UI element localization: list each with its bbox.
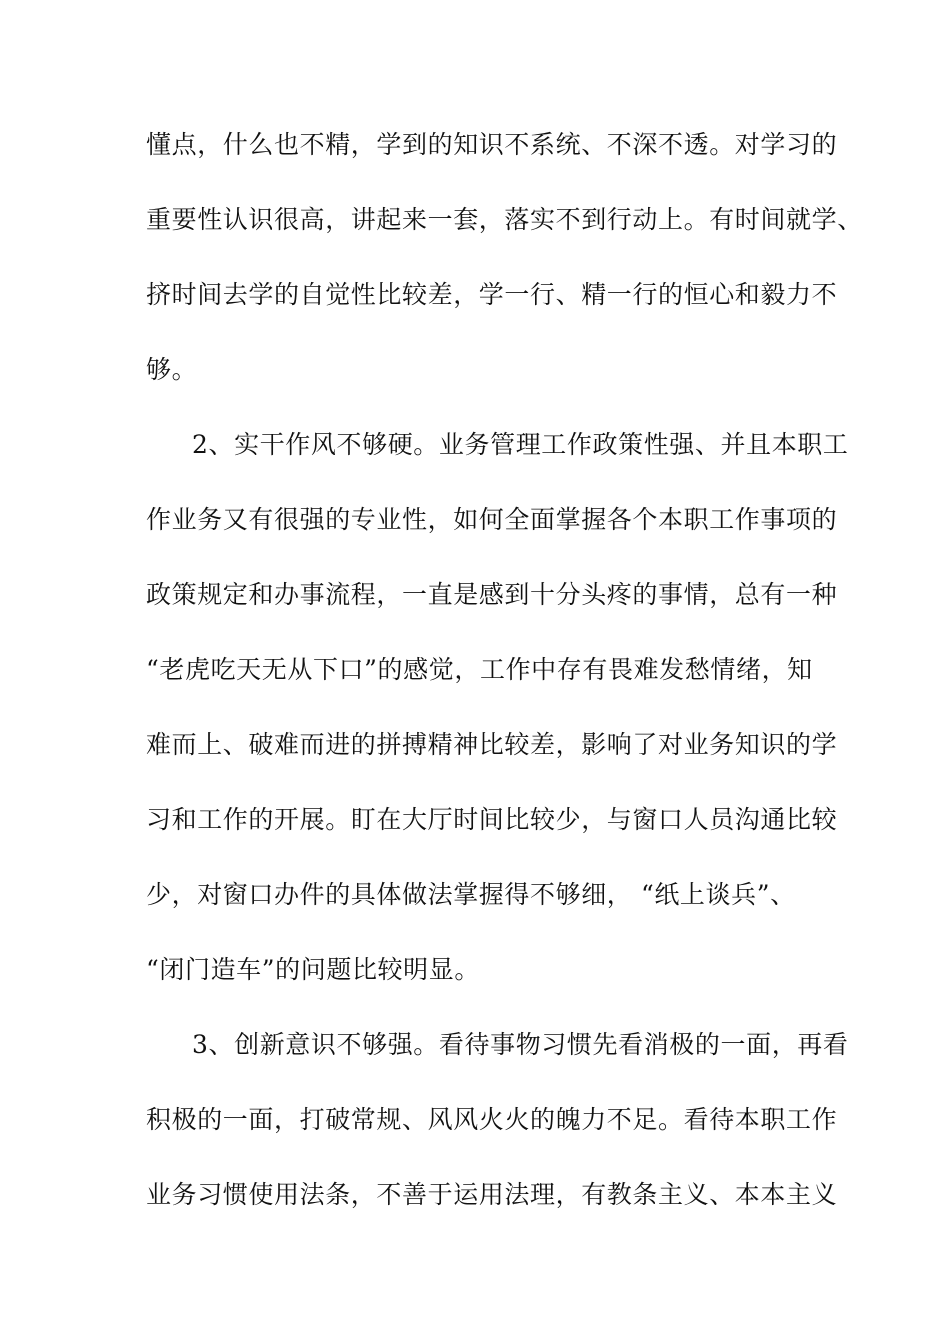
- paragraph-start-line: 3、创新意识不够强。看待事物习惯先看消极的一面，再看: [192, 1030, 849, 1059]
- text-line: 挤时间去学的自觉性比较差，学一行、精一行的恒心和毅力不: [146, 280, 838, 309]
- text-line: 够。: [146, 355, 198, 384]
- text-line: 懂点，什么也不精，学到的知识不系统、不深不透。对学习的: [146, 130, 838, 159]
- text-line: 政策规定和办事流程，一直是感到十分头疼的事情，总有一种: [146, 580, 838, 609]
- text-line: 少，对窗口办件的具体做法掌握得不够细， “纸上谈兵”、: [146, 880, 796, 909]
- paragraph-start-line: 2、实干作风不够硬。业务管理工作政策性强、并且本职工: [192, 430, 849, 459]
- text-line: 难而上、破难而进的拼搏精神比较差，影响了对业务知识的学: [146, 730, 838, 759]
- text-line: “老虎吃天无从下口”的感觉，工作中存有畏难发愁情绪，知: [146, 655, 813, 684]
- text-line: 业务习惯使用法条，不善于运用法理，有教条主义、本本主义: [146, 1180, 838, 1209]
- text-line: 重要性认识很高，讲起来一套，落实不到行动上。有时间就学、: [146, 205, 863, 234]
- text-line: 积极的一面，打破常规、风风火火的魄力不足。看待本职工作: [146, 1105, 838, 1134]
- text-line: 习和工作的开展。盯在大厅时间比较少，与窗口人员沟通比较: [146, 805, 838, 834]
- text-line: 作业务又有很强的专业性，如何全面掌握各个本职工作事项的: [146, 505, 838, 534]
- text-line: “闭门造车”的问题比较明显。: [146, 955, 480, 984]
